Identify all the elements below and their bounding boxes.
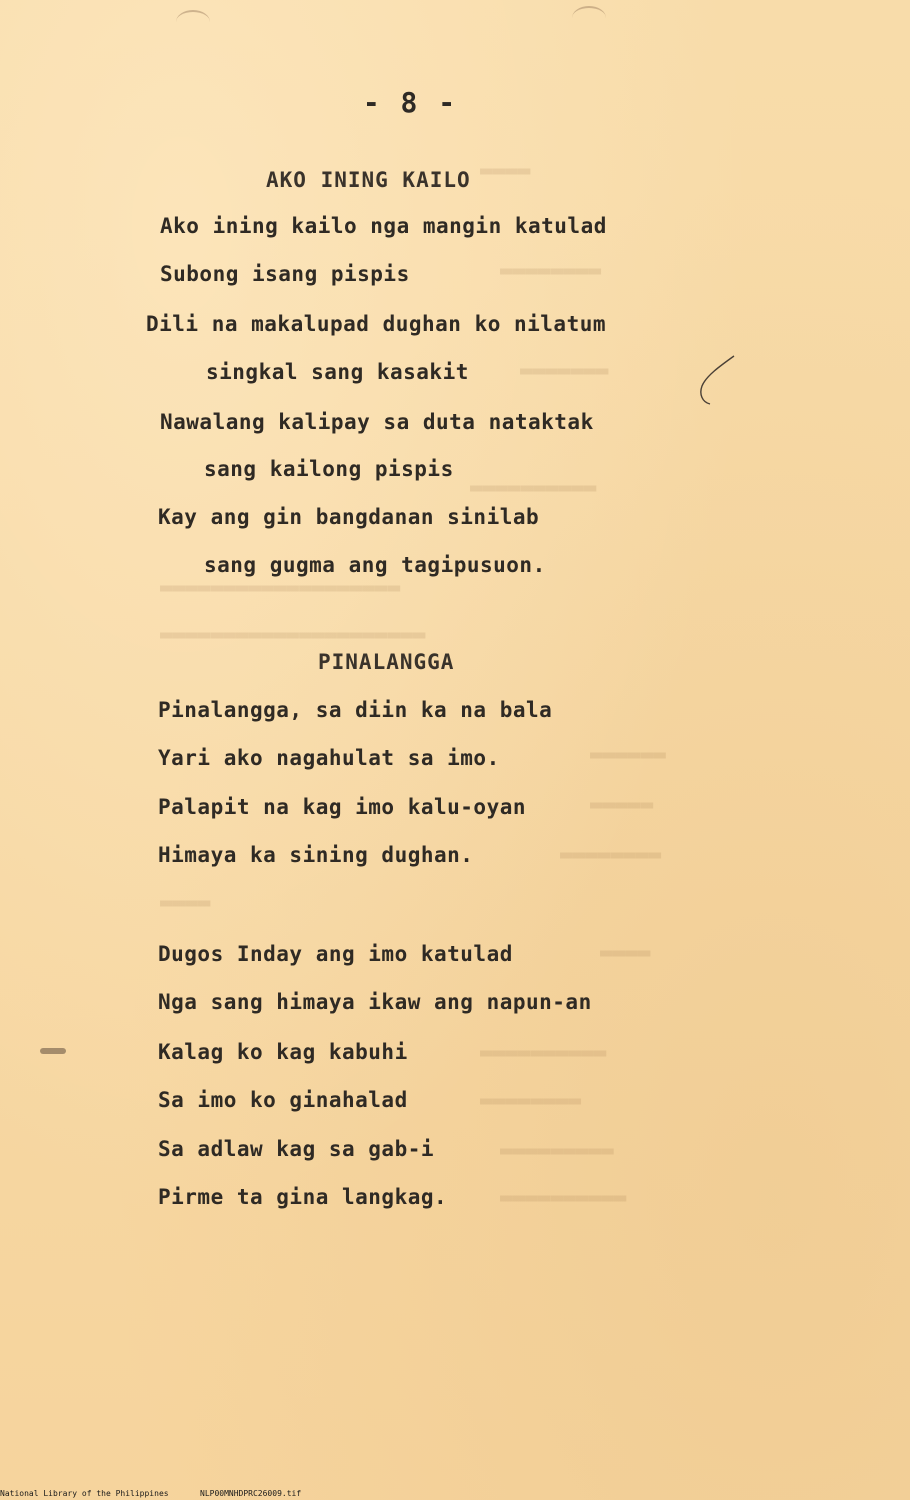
bleed-through-mark: ▬▬▬▬▬▬▬▬▬▬ [500, 1185, 627, 1209]
poem-line: Ako ining kailo nga mangin katulad [160, 214, 607, 238]
ink-stain [40, 1048, 66, 1054]
poem-line: Kay ang gin bangdanan sinilab [158, 505, 540, 529]
bleed-through-mark: ▬▬▬▬▬▬▬▬▬▬▬▬▬▬▬▬▬▬▬▬▬ [160, 622, 426, 646]
poem-line: Dugos Inday ang imo katulad [158, 942, 513, 966]
bleed-through-mark: ▬▬▬▬▬▬▬▬ [500, 258, 602, 282]
poem-line: Subong isang pispis [160, 262, 410, 286]
footer-filename: NLP00MNHDPRC26009.tif [200, 1489, 302, 1498]
poem-line: sang kailong pispis [204, 457, 454, 481]
bleed-through-mark: ▬▬▬▬▬▬▬▬▬▬ [470, 475, 597, 499]
poem-line: Himaya ka sining dughan. [158, 843, 474, 867]
punch-hole-right [572, 6, 606, 30]
bleed-through-mark: ▬▬▬▬▬▬▬▬ [560, 842, 662, 866]
poem-line: Dili na makalupad dughan ko nilatum [146, 312, 607, 336]
bleed-through-mark: ▬▬▬▬ [480, 158, 531, 182]
bleed-through-mark: ▬▬▬▬▬▬▬▬▬▬▬▬▬▬▬▬▬▬▬ [160, 575, 401, 599]
poem-title: PINALANGGA [318, 650, 455, 674]
poem-line: Sa adlaw kag sa gab-i [158, 1137, 435, 1161]
poem-title: AKO INING KAILO [266, 168, 471, 192]
punch-hole-left [176, 10, 210, 34]
poem-line: Sa imo ko ginahalad [158, 1088, 408, 1112]
bleed-through-mark: ▬▬▬▬ [160, 890, 211, 914]
bleed-through-mark: ▬▬▬▬▬▬▬▬ [480, 1088, 582, 1112]
poem-line: Pirme ta gina langkag. [158, 1185, 448, 1209]
bleed-through-mark: ▬▬▬▬▬▬ [590, 742, 666, 766]
bleed-through-mark: ▬▬▬▬▬▬▬▬▬ [500, 1138, 614, 1162]
bleed-through-mark: ▬▬▬▬▬ [590, 792, 654, 816]
poem-line: Palapit na kag imo kalu-oyan [158, 795, 527, 819]
bleed-through-mark: ▬▬▬▬ [600, 940, 651, 964]
bleed-through-mark: ▬▬▬▬▬▬▬▬▬▬ [480, 1040, 607, 1064]
poem-line: Kalag ko kag kabuhi [158, 1040, 408, 1064]
poem-line: Pinalangga, sa diin ka na bala [158, 698, 553, 722]
page-number: - 8 - [362, 86, 458, 119]
footer-source: National Library of the Philippines [0, 1489, 169, 1498]
poem-line: Nga sang himaya ikaw ang napun-an [158, 990, 592, 1014]
poem-line: singkal sang kasakit [206, 360, 469, 384]
poem-line: Nawalang kalipay sa duta nataktak [160, 410, 594, 434]
handwritten-mark [690, 352, 750, 412]
poem-line: sang gugma ang tagipusuon. [204, 553, 546, 577]
poem-line: Yari ako nagahulat sa imo. [158, 746, 500, 770]
bleed-through-mark: ▬▬▬▬▬▬▬ [520, 358, 609, 382]
